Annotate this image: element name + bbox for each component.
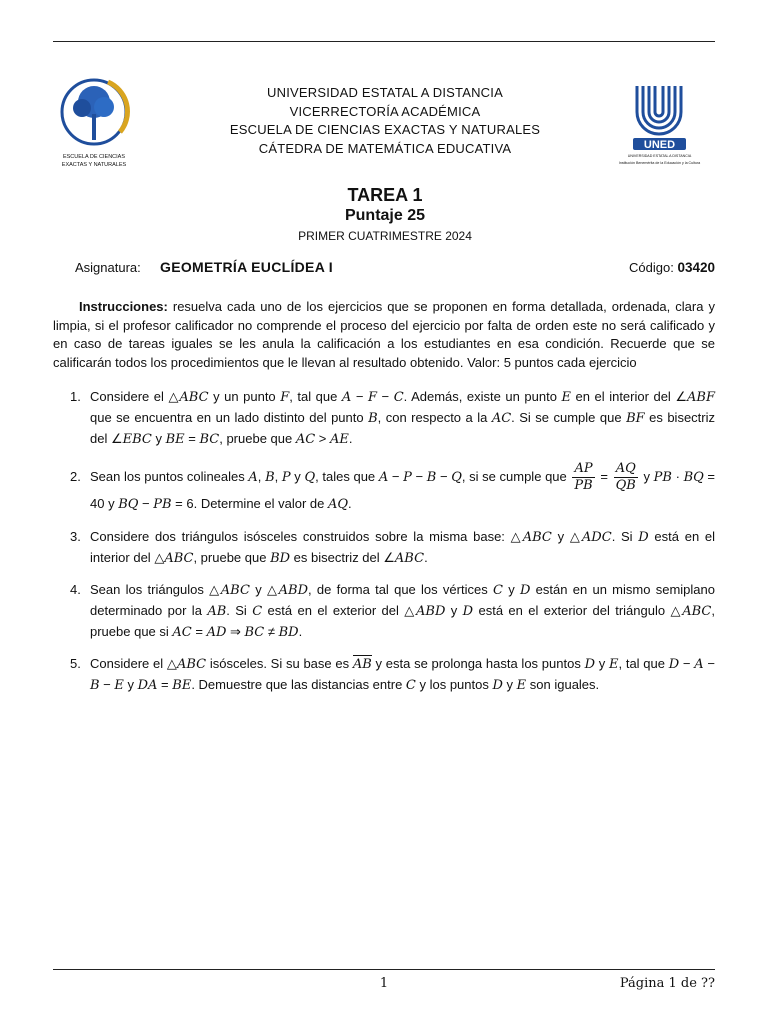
header-line-vicerrectoria: VICERRECTORÍA ACADÉMICA — [289, 103, 481, 119]
subject-row — [75, 259, 715, 279]
assignment-period: PRIMER CUATRIMESTRE 2024 — [298, 229, 472, 243]
bottom-rule — [53, 969, 715, 970]
course-code — [629, 260, 715, 275]
header-line-university: UNIVERSIDAD ESTATAL A DISTANCIA — [267, 85, 503, 100]
exercise-list — [70, 387, 715, 696]
exercise-3: 3. Considere dos triángulos isósceles construidos sobre la misma base: △ABC y △ADC. Si D está en el interior del △ABC, pruebe que BD es bisectriz del ∠ABC. — [70, 529, 715, 566]
uned-logo — [612, 78, 707, 170]
page-of-total: Página 1 de ?? — [619, 976, 715, 991]
exercise-4: 4. Sean los triángulos △ABC y △ABD, de forma tal que los vértices C y D están en un mismo semiplano determinado por la AB. Si C está en el exterior del △ABD y D está en el exterior del triángulo △ABC, pruebe que si AC = AD ⇒ BC ≠ BD. — [70, 582, 715, 640]
exercise-number: 4. — [70, 582, 81, 597]
assignment-title: TAREA 1 — [347, 185, 423, 205]
exercise-2: 2. Sean los puntos colineales A, B, P y Q, tales que A − P − B − Q, si se cumple que $\frac{AP}{PB}$ = $\frac{AQ}{QB}$ y PB · BQ = 40 y BQ − PB = 6. Determine el valor de AQ. — [70, 461, 716, 512]
instructions — [53, 298, 715, 372]
course-code-label: Código: — [629, 260, 674, 275]
header-line-escuela: ESCUELA DE CIENCIAS EXACTAS Y NATURALES — [229, 122, 541, 137]
assignment-score: Puntaje 25 — [344, 207, 426, 224]
svg-text:Institución Benemérita de la E: Institución Benemérita de la Educación y la Cultura — [618, 161, 701, 165]
subject-name: GEOMETRÍA EUCLÍDEA I — [160, 259, 333, 275]
exercise-number: 2. — [70, 469, 81, 484]
instructions-label: Instrucciones: — [79, 299, 168, 314]
subject-label: Asignatura: — [75, 260, 141, 275]
course-code-value: 03420 — [677, 260, 715, 275]
svg-text:EXACTAS Y NATURALES: EXACTAS Y NATURALES — [61, 162, 127, 168]
escuela-ciencias-logo — [58, 74, 132, 174]
institution-header — [210, 84, 560, 158]
page-number: 1 — [379, 976, 389, 991]
exercise-number: 1. — [70, 389, 81, 404]
svg-text:UNED: UNED — [643, 139, 676, 151]
instructions-text: resuelva cada uno de los ejercicios que se proponen en forma detallada, ordenada, clara y limpia, si el profesor calificador no comprende el proceso del ejercicio por falta de orden este no será calificado y en caso de tareas iguales se les anula la calificación a los estudiantes en esa condición. Recuerde que se calificarán todos los procedimientos que le llevan al resultado obtenido. Valor: 5 puntos cada ejercicio — [53, 299, 715, 370]
header-line-catedra: CÁTEDRA DE MATEMÁTICA EDUCATIVA — [258, 140, 512, 156]
page-footer — [53, 976, 715, 994]
exercise-number: 5. — [70, 656, 81, 671]
top-rule — [53, 41, 715, 42]
title-block — [200, 185, 570, 245]
exercise-number: 3. — [70, 529, 81, 544]
svg-text:UNIVERSIDAD ESTATAL A DISTANCI: UNIVERSIDAD ESTATAL A DISTANCIA — [627, 154, 692, 158]
exercise-5: 5. Considere el △ABC isósceles. Si su base es AB y esta se prolonga hasta los puntos D y E, tal que D − A − B − E y DA = BE. Demuestre que las distancias entre C y los puntos D y E son iguales. — [70, 656, 715, 693]
exercise-1: 1. Considere el △ABC y un punto F, tal que A − F − C. Además, existe un punto E en el interior del ∠ABF que se encuentra en un lado distinto del punto B, con respecto a la AC. Si se cumple que BF es bisectriz del ∠EBC y BE = BC, pruebe que AC > AE. — [70, 389, 715, 447]
svg-text:ESCUELA DE CIENCIAS: ESCUELA DE CIENCIAS — [62, 154, 126, 160]
